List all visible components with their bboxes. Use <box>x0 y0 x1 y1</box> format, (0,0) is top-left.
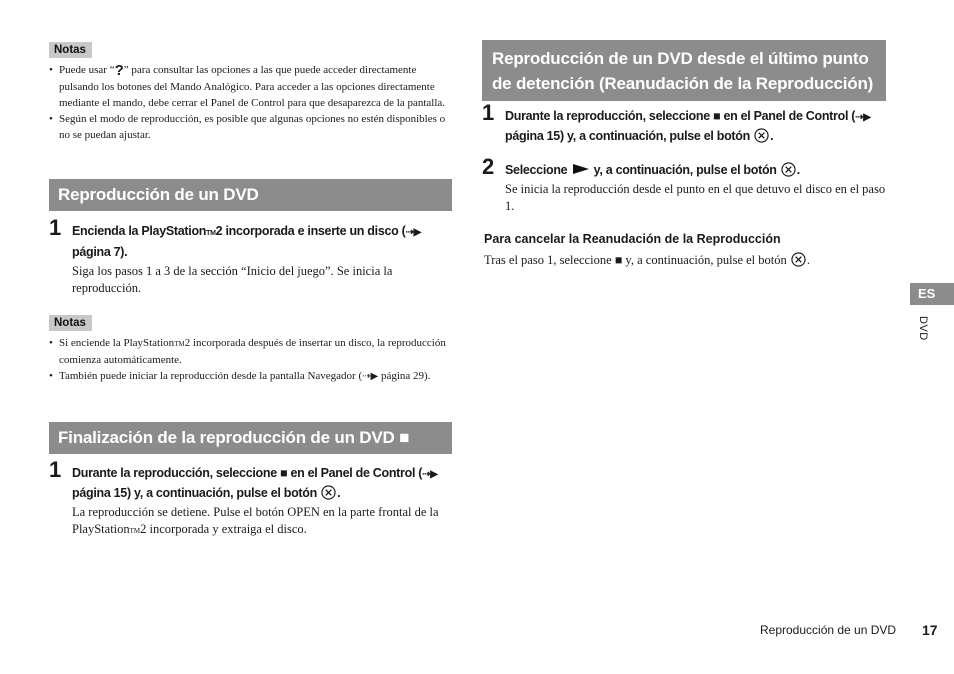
cancel-body: Tras el paso 1, seleccione ■ y, a continuación, pulse el botón . <box>484 253 810 267</box>
step-title: Seleccione y, a continuación, pulse el botón . <box>505 163 800 177</box>
step <box>482 154 890 215</box>
step-number: 2 <box>482 154 495 179</box>
step-body: La reproducción se detiene. Pulse el botón OPEN en la parte frontal de la PlayStationTM2 incorporada y extraiga el disco. <box>72 505 439 536</box>
section-heading: Reproducción de un DVD <box>49 179 452 211</box>
step-title: Encienda la PlayStationTM2 incorporada e inserte un disco (⇢▶ página 7). <box>72 224 421 259</box>
step-body: Se inicia la reproducción desde el punto en el que detuvo el disco en el paso 1. <box>505 182 886 213</box>
notes-tag: Notas <box>49 42 92 58</box>
page-ref-arrow-icon: ⇢▶ <box>405 227 421 238</box>
page-ref-arrow-icon: ⇢▶ <box>362 371 379 382</box>
page-number: 17 <box>922 622 938 638</box>
step <box>482 100 890 145</box>
notes-block-2 <box>49 313 452 385</box>
step-number: 1 <box>49 215 62 240</box>
cross-button-icon <box>791 252 806 267</box>
cross-button-icon <box>754 128 769 143</box>
note-item: • Según el modo de reproducción, es posible que algunas opciones no estén disponibles o no se puedan ajustar. <box>49 111 452 143</box>
play-icon <box>573 164 589 174</box>
note-item: • Si enciende la PlayStationTM2 incorporada después de insertar un disco, la reproducción comienza automáticamente. <box>49 335 452 368</box>
section-heading: Reproducción de un DVD desde el último punto de detención (Reanudación de la Reproducción) <box>482 40 886 101</box>
cross-button-icon <box>781 162 796 177</box>
step <box>49 215 452 297</box>
question-icon: ? <box>114 62 124 79</box>
section-side-label: DVD <box>917 316 929 341</box>
step-number: 1 <box>482 100 495 125</box>
notes-list <box>49 335 452 385</box>
cross-button-icon <box>321 485 336 500</box>
notes-tag: Notas <box>49 315 92 331</box>
cancel-block <box>484 231 884 269</box>
note-item: • También puede iniciar la reproducción desde la pantalla Navegador (⇢▶ página 29). <box>49 368 452 385</box>
page-ref-arrow-icon: ⇢▶ <box>855 112 871 123</box>
sub-heading: Para cancelar la Reanudación de la Reproducción <box>484 232 781 246</box>
notes-list <box>49 62 452 143</box>
page-ref-arrow-icon: ⇢▶ <box>422 469 438 480</box>
footer-label: Reproducción de un DVD <box>760 623 897 637</box>
notes-block-1 <box>49 40 452 143</box>
step-title: Durante la reproducción, seleccione ■ en el Panel de Control (⇢▶ página 15) y, a continuación, pulse el botón . <box>72 466 438 500</box>
step <box>49 457 452 540</box>
note-item: • Puede usar “?” para consultar las opciones a las que puede acceder directamente pulsando los botones del Mando Analógico. Para acceder a las opciones directamente mediante el mando, debe cerrar el Panel de Control para que desaparezca de la pantalla. <box>49 62 452 111</box>
section-heading: Finalización de la reproducción de un DVD ■ <box>49 422 452 454</box>
step-body: Siga los pasos 1 a 3 de la sección “Inicio del juego”. Se inicia la reproducción. <box>72 264 393 295</box>
language-tab: ES <box>910 283 954 305</box>
step-title: Durante la reproducción, seleccione ■ en el Panel de Control (⇢▶ página 15) y, a continuación, pulse el botón . <box>505 109 871 143</box>
step-number: 1 <box>49 457 62 482</box>
